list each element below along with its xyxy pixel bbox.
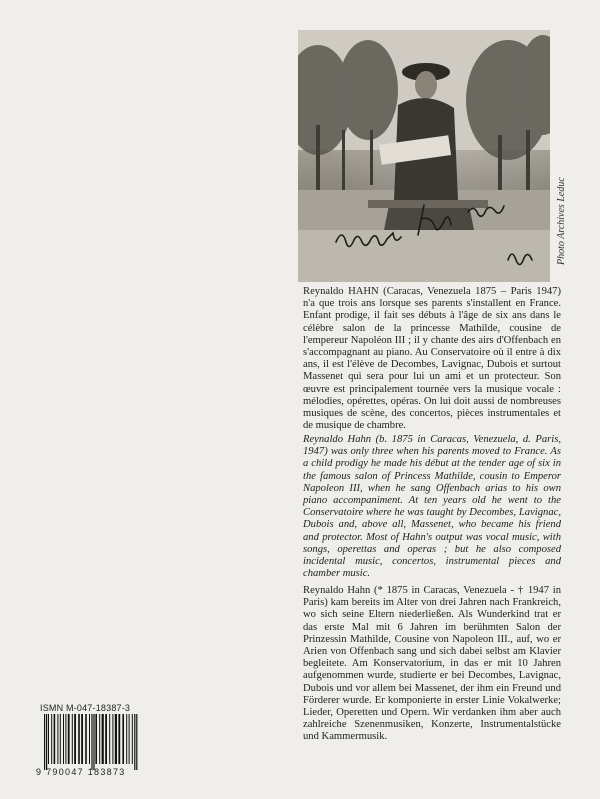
barcode-number: 9 790047 183873 — [36, 767, 126, 777]
barcode — [40, 714, 170, 774]
biography-french: Reynaldo HAHN (Caracas, Venezuela 1875 – Paris 1947) n'a que trois ans lorsque ses parents s'installent en France. Enfant prodige, il fait ses débuts à l'âge de six ans dans le célèbre salon de la princesse Mathilde, cousine de l'empereur Napoléon III ; il y chante des airs d'Offenbach en s'accompagnant au piano. Au Conservatoire où il entre à dix ans, il est l'élève de Decombes, Lavignac, Dubois et surtout Massenet qui sera pour lui un ami et un protecteur. Son œuvre est principalement tournée vers la musique vocale : mélodies, opérettes, opéras. On lui doit aussi de nombreuses musiques de scène, des concertos, pièces instrumentales et de musique de chambre. — [303, 286, 561, 432]
photo-scene — [298, 30, 550, 282]
biography-english: Reynaldo Hahn (b. 1875 in Caracas, Venezuela, d. Paris, 1947) was only three when his parents moved to France. As a child prodigy he made his début at the tender age of six in the famous salon of Princess Mathilde, cousin to Emperor Napoleon III, when he sang Offenbach arias to his own piano accompaniment. At ten years old he went to the Conservatoire where he was taught by Decombes, Lavignac, Dubois and, above all, Massenet, who became his friend and protector. Most of Hahn's output was vocal music, with songs, operettas and operas ; but he also composed incidental music, concertos, instrumental pieces and chamber music. — [303, 434, 561, 580]
ismn-label: ISMN M-047-18387-3 — [40, 703, 131, 713]
portrait-photo — [298, 30, 550, 282]
biography-german: Reynaldo Hahn (* 1875 in Caracas, Venezuela - † 1947 in Paris) kam bereits im Alter von drei Jahren nach Frankreich, wo sich seine Eltern niederließen. Als Wunderkind trat er das erste Mal mit 6 Jahren im berühmten Salon der Prinzessin Mathilde, Cousine von Napoleon III., auf, wo er Arien von Offenbach sang und sich dabei selbst am Klavier begleitete. Am Konservatorium, in das er mit 10 Jahren aufgenommen wurde, studierte er bei Decombes, Lavignac, Dubois und vor allem bei Massenet, der ihm ein Freund und Förderer wurde. Er komponierte in erster Linie Vokalwerke; Lieder, Operetten und Opern. Wir verdanken ihm aber auch zahlreiche Szenenmusiken, Konzerte, Instrumentalstücke und Kammermusik. — [303, 585, 561, 743]
photo-credit: Photo Archives Leduc — [556, 177, 567, 265]
